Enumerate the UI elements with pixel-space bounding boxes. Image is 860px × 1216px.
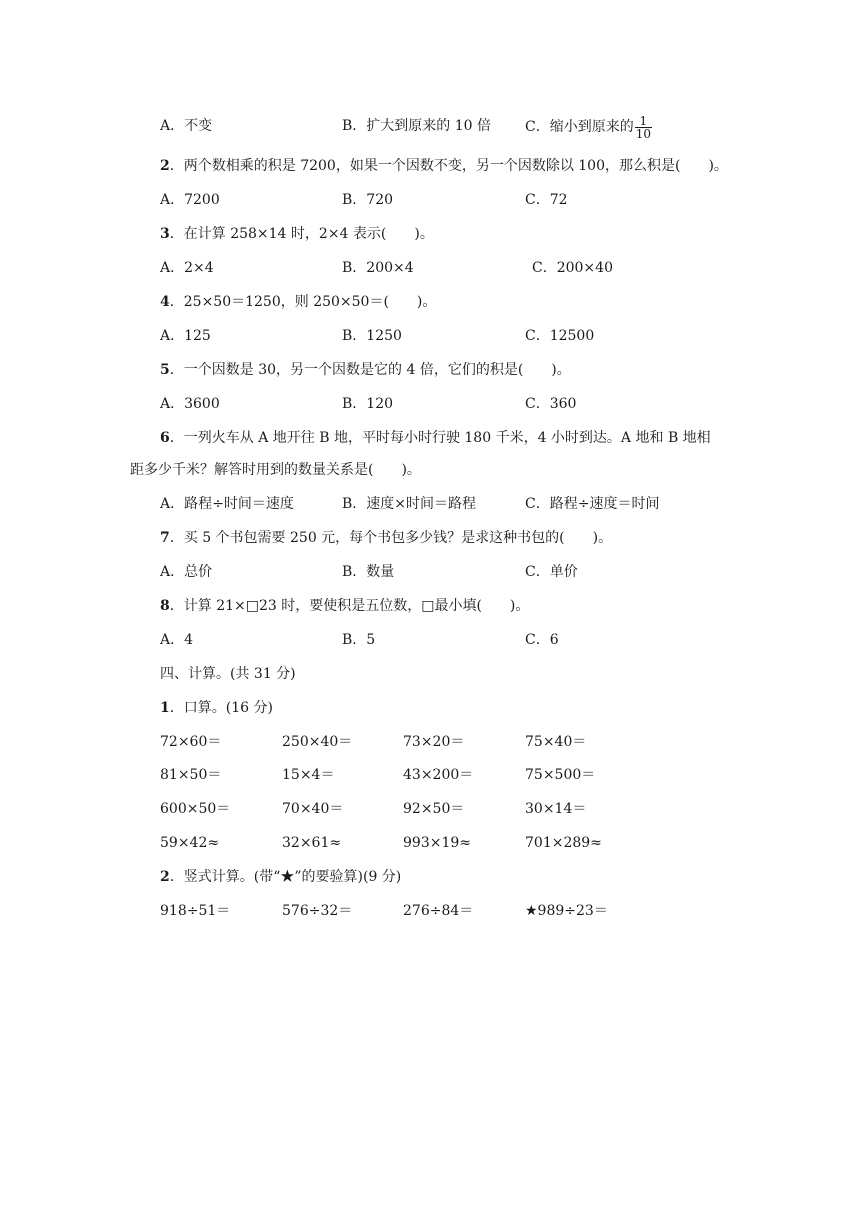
- oral-item: 15×4＝: [282, 767, 335, 783]
- question-7: [160, 528, 612, 548]
- q4-option-c: C．12500: [525, 328, 595, 344]
- oral-item: 30×14＝: [525, 801, 587, 817]
- oral-item: 92×50＝: [403, 801, 465, 817]
- oral-item: 75×500＝: [525, 767, 596, 783]
- question-3: [160, 224, 434, 244]
- q1-option-b: B．扩大到原来的 10 倍: [342, 118, 492, 134]
- q8-option-a: A．4: [160, 632, 194, 648]
- q2-option-c: C．72: [525, 192, 568, 208]
- part-title: ．口算。(16 分): [169, 700, 273, 716]
- oral-item: 43×200＝: [403, 767, 474, 783]
- part-2-heading: [160, 867, 401, 887]
- q4-option-b: B．1250: [342, 328, 402, 344]
- part-1-heading: [160, 698, 273, 718]
- question-text: ．两个数相乘的积是 7200，如果一个因数不变，另一个因数除以 100，那么积是( )。: [169, 158, 728, 174]
- q1-option-a: A．不变: [160, 118, 213, 134]
- question-number: 2: [160, 158, 170, 174]
- question-number: 8: [160, 598, 170, 614]
- oral-item: 993×19≈: [403, 835, 471, 851]
- q6-option-b: B．速度×时间＝路程: [342, 496, 477, 512]
- q6-option-a: A．路程÷时间＝速度: [160, 496, 294, 512]
- q3-option-a: A．2×4: [160, 260, 214, 276]
- q1-option-c: [525, 110, 652, 144]
- question-number: 7: [160, 530, 170, 546]
- question-5: [160, 360, 571, 380]
- question-4: [160, 292, 436, 312]
- oral-item: 73×20＝: [403, 734, 465, 750]
- question-text: ．计算 21×□23 时，要使积是五位数，□最小填( )。: [169, 598, 530, 614]
- question-number: 6: [160, 430, 170, 446]
- vertical-item: 276÷84＝: [403, 903, 474, 919]
- q5-option-c: C．360: [525, 396, 577, 412]
- question-text: ．25×50＝1250，则 250×50＝( )。: [169, 294, 437, 310]
- q3-option-b: B．200×4: [342, 260, 414, 276]
- q8-option-b: B．5: [342, 632, 376, 648]
- q7-option-a: A．总价: [160, 564, 213, 580]
- vertical-item: 918÷51＝: [160, 903, 231, 919]
- q5-option-a: A．3600: [160, 396, 220, 412]
- vertical-item: 576÷32＝: [282, 903, 353, 919]
- question-text: ．一列火车从 A 地开往 B 地，平时每小时行驶 180 千米，4 小时到达。A 地和 B 地相: [169, 430, 711, 446]
- part-title: ．竖式计算。(带“★”的要验算)(9 分): [169, 869, 402, 885]
- oral-item: 701×289≈: [525, 835, 602, 851]
- oral-item: 70×40＝: [282, 801, 344, 817]
- oral-item: 72×60＝: [160, 734, 222, 750]
- q3-option-c: C．200×40: [532, 260, 613, 276]
- question-8: [160, 596, 529, 616]
- q7-option-b: B．数量: [342, 564, 395, 580]
- q5-option-b: B．120: [342, 396, 394, 412]
- question-number: 5: [160, 362, 170, 378]
- section-title: 四、计算。(共 31 分): [160, 666, 296, 682]
- question-6-line-2: 距多少千米？解答时用到的数量关系是( )。: [130, 462, 421, 478]
- q2-option-b: B．720: [342, 192, 394, 208]
- question-2: [160, 156, 728, 176]
- part-number: 1: [160, 700, 170, 716]
- question-text: ．在计算 258×14 时，2×4 表示( )。: [169, 226, 434, 242]
- vertical-item: ★989÷23＝: [525, 903, 608, 919]
- question-text: ．买 5 个书包需要 250 元，每个书包多少钱？是求这种书包的( )。: [169, 530, 613, 546]
- oral-item: 32×61≈: [282, 835, 342, 851]
- question-6: [160, 428, 711, 448]
- oral-item: 600×50＝: [160, 801, 231, 817]
- q7-option-c: C．单价: [525, 564, 578, 580]
- oral-item: 75×40＝: [525, 734, 587, 750]
- part-number: 2: [160, 869, 170, 885]
- q4-option-a: A．125: [160, 328, 211, 344]
- question-number: 3: [160, 226, 170, 242]
- oral-item: 81×50＝: [160, 767, 222, 783]
- q2-option-a: A．7200: [160, 192, 220, 208]
- fraction: [635, 115, 652, 140]
- fraction-denominator: 10: [635, 126, 651, 141]
- question-text: ．一个因数是 30，另一个因数是它的 4 倍，它们的积是( )。: [169, 362, 571, 378]
- q1-option-c-text: C．缩小到原来的: [525, 119, 634, 135]
- q8-option-c: C．6: [525, 632, 559, 648]
- oral-item: 59×42≈: [160, 835, 220, 851]
- fraction-numerator: 1: [635, 115, 652, 128]
- oral-item: 250×40＝: [282, 734, 353, 750]
- q6-option-c: C．路程÷速度＝时间: [525, 496, 660, 512]
- question-number: 4: [160, 294, 170, 310]
